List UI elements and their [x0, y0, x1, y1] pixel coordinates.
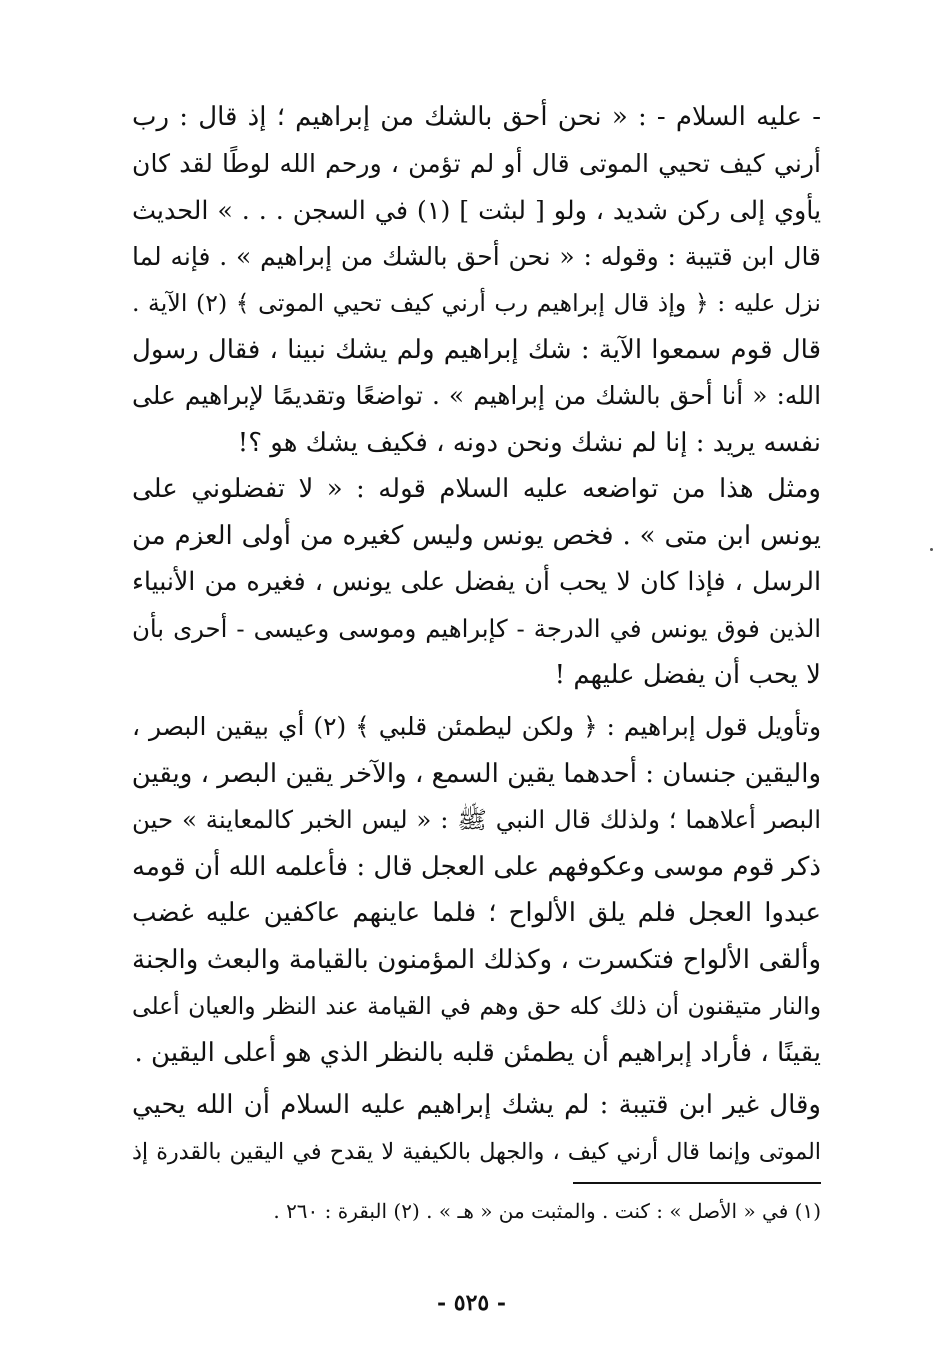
text-line: والنار متيقنون أن ذلك كله حق وهم في القيامة عند النظر والعيان أعلى: [132, 992, 821, 1020]
text-line: وتأويل قول إبراهيم : ﴿ ولكن ليطمئن قلبي ﴾ (٢) أي بيقين البصر ،: [132, 712, 821, 741]
paragraph-4: [132, 1082, 821, 1175]
paragraph-1: [132, 94, 821, 466]
text-line: يأوي إلى ركن شديد ، ولو [ لبثت ] (١) في السجن . . . » الحديث: [132, 195, 822, 225]
text-line: يقينًا ، فأراد إبراهيم أن يطمئن قلبه بالنظر الذي هو أعلى اليقين .: [134, 1037, 821, 1068]
text-line: قال ابن قتيبة : وقوله : « نحن أحق بالشك من إبراهيم » . فإنه لما: [132, 241, 821, 271]
paragraph-3: [132, 704, 821, 1076]
text-line: يونس ابن متى » . فخص يونس وليس كغيره من أولى العزم من: [132, 520, 821, 551]
text-line: الرسل ، فإذا كان لا يحب أن يفضل على يونس ، فغيره من الأنبياء: [132, 567, 821, 596]
text-line: الموتى وإنما قال أرني كيف ، والجهل بالكيفية لا يقدح في اليقين بالقدرة إذ: [132, 1138, 821, 1165]
footnotes: (١) في « الأصل » : كنت . والمثبت من « هـ » . (٢) البقرة : ٢٦٠ .: [273, 1199, 821, 1223]
text-line: عبدوا العجل فلم يلق الألواح ؛ فلما عاينهم عاكفين عليه غضب: [132, 898, 821, 928]
text-line: نزل عليه : ﴿ وإذ قال إبراهيم رب أرني كيف تحيي الموتى ﴾ (٢) الآية .: [132, 289, 821, 317]
text-line: واليقين جنسان : أحدهما يقين السمع ، والآخر يقين البصر ، ويقين: [131, 758, 821, 789]
margin-mark: [930, 548, 933, 551]
footnote-divider: [573, 1182, 821, 1184]
text-line: أرني كيف تحيي الموتى قال أو لم تؤمن ، ورحم الله لوطًا لقد كان: [132, 148, 821, 178]
text-line: البصر أعلاهما ؛ ولذلك قال النبي ﷺ : « ليس الخبر كالمعاينة » حين: [132, 805, 821, 834]
page-number: - ٥٢٥ -: [436, 1290, 507, 1316]
text-line: ومثل هذا من تواضعه عليه السلام قوله : « لا تفضلوني على: [132, 474, 821, 504]
text-line: الذين فوق يونس في الدرجة - كإبراهيم وموسى وعيسى - أحرى بأن: [132, 613, 821, 643]
text-line: قال قوم سمعوا الآية : شك إبراهيم ولم يشك نبينا ، فقال رسول: [132, 334, 821, 365]
text-line: وألقى الألواح فتكسرت ، وكذلك المؤمنون بالقيامة والبعث والجنة: [132, 944, 821, 975]
paragraph-2: [132, 466, 821, 699]
text-line: - عليه السلام - : « نحن أحق بالشك من إبراهيم ؛ إذ قال : رب: [132, 102, 821, 132]
text-line: ذكر قوم موسى وعكوفهم على العجل قال : فأعلمه الله أن قومه: [132, 851, 821, 882]
text-line: وقال غير ابن قتيبة : لم يشك إبراهيم عليه السلام أن الله يحيي: [132, 1090, 821, 1120]
text-line: الله: « أنا أحق بالشك من إبراهيم » . تواضعًا وتقديمًا لإبراهيم على: [132, 381, 821, 410]
text-line: نفسه يريد : إنا لم نشك ونحن دونه ، فكيف يشك هو ؟!: [237, 427, 821, 458]
text-line: لا يحب أن يفضل عليهم !: [554, 660, 821, 690]
